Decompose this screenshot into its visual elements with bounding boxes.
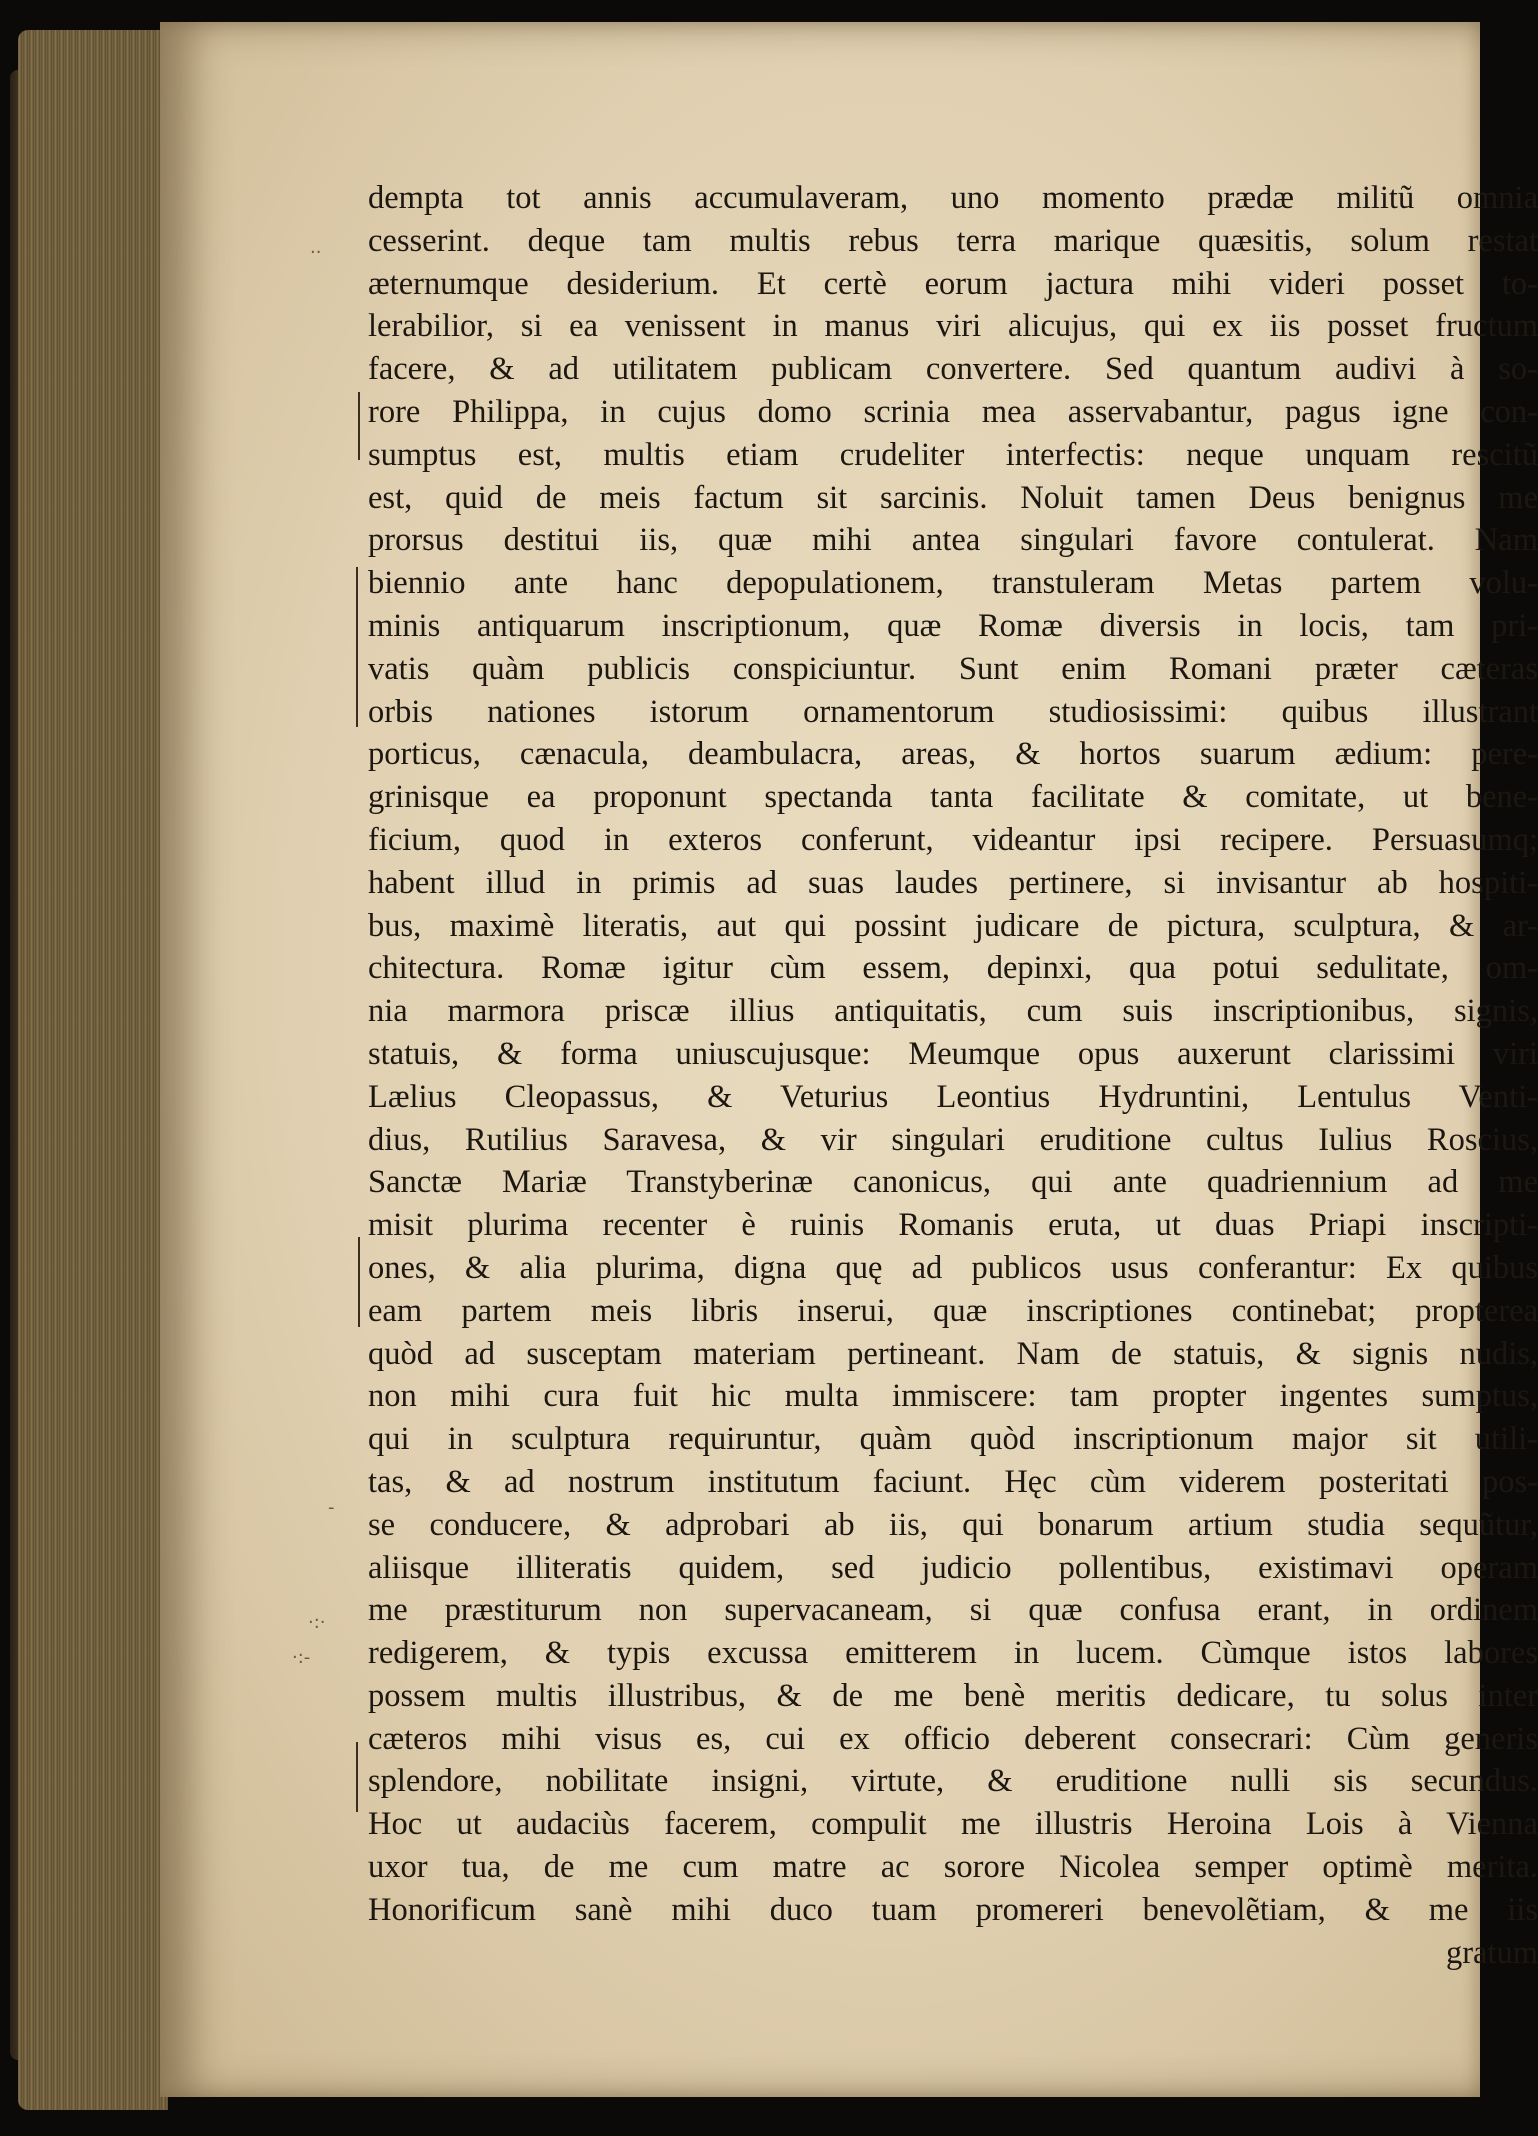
- text-line: statuis, & forma uniuscujusque: Meumque opus auxerunt clarissimi viri: [368, 1035, 1538, 1072]
- text-line: aliisque illiteratis quidem, sed judicio pollentibus, existimavi operam: [368, 1549, 1538, 1586]
- catchword: gratum: [1445, 1934, 1538, 1971]
- text-line: se conducere, & adprobari ab iis, qui bonarum artium studia sequũtur,: [368, 1506, 1538, 1543]
- text-line: Sanctæ Mariæ Transtyberinæ canonicus, qui ante quadriennium ad me: [368, 1164, 1538, 1201]
- text-line: me præstiturum non supervacaneam, si quæ confusa erant, in ordinem: [368, 1592, 1538, 1629]
- text-line: ones, & alia plurima, digna quę ad publicos usus conferantur: Ex quibus: [368, 1249, 1538, 1286]
- text-line: misit plurima recenter è ruinis Romanis eruta, ut duas Priapi inscripti-: [368, 1207, 1538, 1244]
- text-line: splendore, nobilitate insigni, virtute, & eruditione nulli sis secundus.: [368, 1763, 1538, 1800]
- text-line: porticus, cænacula, deambulacra, areas, & hortos suarum ædium: pere-: [368, 736, 1538, 773]
- text-line: cæteros mihi visus es, cui ex officio deberent consecrari: Cùm generis: [368, 1720, 1538, 1757]
- text-line: possem multis illustribus, & de me benè meritis dedicare, tu solus inter: [368, 1677, 1538, 1714]
- text-line: æternumque desiderium. Et certè eorum jactura mihi videri posset to-: [368, 265, 1538, 302]
- text-line: ficium, quod in exteros conferunt, videantur ipsi recipere. Persuasumq;: [368, 821, 1538, 858]
- text-line: habent illud in primis ad suas laudes pertinere, si invisantur ab hospiti-: [368, 864, 1538, 901]
- text-line: dempta tot annis accumulaveram, uno momento prædæ militũ omnia: [368, 180, 1538, 216]
- margin-speck: ·:·: [308, 1612, 326, 1633]
- text-line: vatis quàm publicis conspiciuntur. Sunt enim Romani præter cæteras: [368, 650, 1538, 687]
- text-line: eam partem meis libris inserui, quæ inscriptiones continebat; propterea: [368, 1292, 1538, 1329]
- text-line: qui in sculptura requiruntur, quàm quòd inscriptionum major sit utili-: [368, 1421, 1538, 1458]
- text-line: dius, Rutilius Saravesa, & vir singulari eruditione cultus Iulius Roscius,: [368, 1121, 1538, 1158]
- text-line: facere, & ad utilitatem publicam convertere. Sed quantum audivi à so-: [368, 351, 1538, 388]
- text-line: rore Philippa, in cujus domo scrinia mea asservabantur, pagus igne con-: [368, 393, 1538, 430]
- text-line: bus, maximè literatis, aut qui possint judicare de pictura, sculptura, & ar-: [368, 907, 1538, 944]
- text-line: redigerem, & typis excussa emitterem in lucem. Cùmque istos labores: [368, 1635, 1538, 1672]
- margin-speck: -: [328, 1497, 335, 1518]
- text-line: lerabilior, si ea venissent in manus viri alicujus, qui ex iis posset fructum: [368, 308, 1538, 345]
- page-edges: [18, 30, 168, 2110]
- book-page: [160, 22, 1538, 2097]
- text-line: Honorificum sanè mihi duco tuam promereri benevolẽtiam, & me iis: [368, 1891, 1538, 1928]
- text-line: est, quid de meis factum sit sarcinis. Noluit tamen Deus benignus me: [368, 479, 1538, 516]
- text-line: non mihi cura fuit hic multa immiscere: tam propter ingentes sumptus,: [368, 1378, 1538, 1415]
- margin-mark: [358, 392, 360, 460]
- text-line: Hoc ut audaciùs facerem, compulit me illustris Heroina Lois à Vienna: [368, 1806, 1538, 1843]
- text-line: Lælius Cleopassus, & Veturius Leontius Hydruntini, Lentulus Venti-: [368, 1078, 1538, 1115]
- text-line: grinisque ea proponunt spectanda tanta facilitate & comitate, ut bene-: [368, 779, 1538, 816]
- margin-mark: [358, 1237, 360, 1327]
- page-text: [368, 177, 1538, 1974]
- margin-mark: [356, 1742, 358, 1812]
- text-line: chitectura. Romæ igitur cùm essem, depinxi, qua potui sedulitate, om-: [368, 950, 1538, 987]
- text-line: nia marmora priscæ illius antiquitatis, cum suis inscriptionibus, signis,: [368, 993, 1538, 1030]
- margin-speck: ·:-: [292, 1647, 311, 1668]
- text-line: orbis nationes istorum ornamentorum studiosissimi: quibus illustrant: [368, 693, 1538, 730]
- text-line: biennio ante hanc depopulationem, transtuleram Metas partem volu-: [368, 565, 1538, 602]
- margin-mark: [356, 567, 358, 727]
- text-line: uxor tua, de me cum matre ac sorore Nicolea semper optimè merita.: [368, 1849, 1538, 1886]
- text-line: minis antiquarum inscriptionum, quæ Romæ diversis in locis, tam pri-: [368, 607, 1538, 644]
- margin-speck: ..: [310, 237, 322, 258]
- text-line: cesserint. deque tam multis rebus terra marique quæsitis, solum restat: [368, 222, 1538, 259]
- text-line: tas, & ad nostrum institutum faciunt. Hęc cùm viderem posteritati pos-: [368, 1463, 1538, 1500]
- text-line: prorsus destitui iis, quæ mihi antea singulari favore contulerat. Nam: [368, 522, 1538, 559]
- text-line: sumptus est, multis etiam crudeliter interfectis: neque unquam rescitũ: [368, 436, 1538, 473]
- text-line: quòd ad susceptam materiam pertineant. Nam de statuis, & signis nudis,: [368, 1335, 1538, 1372]
